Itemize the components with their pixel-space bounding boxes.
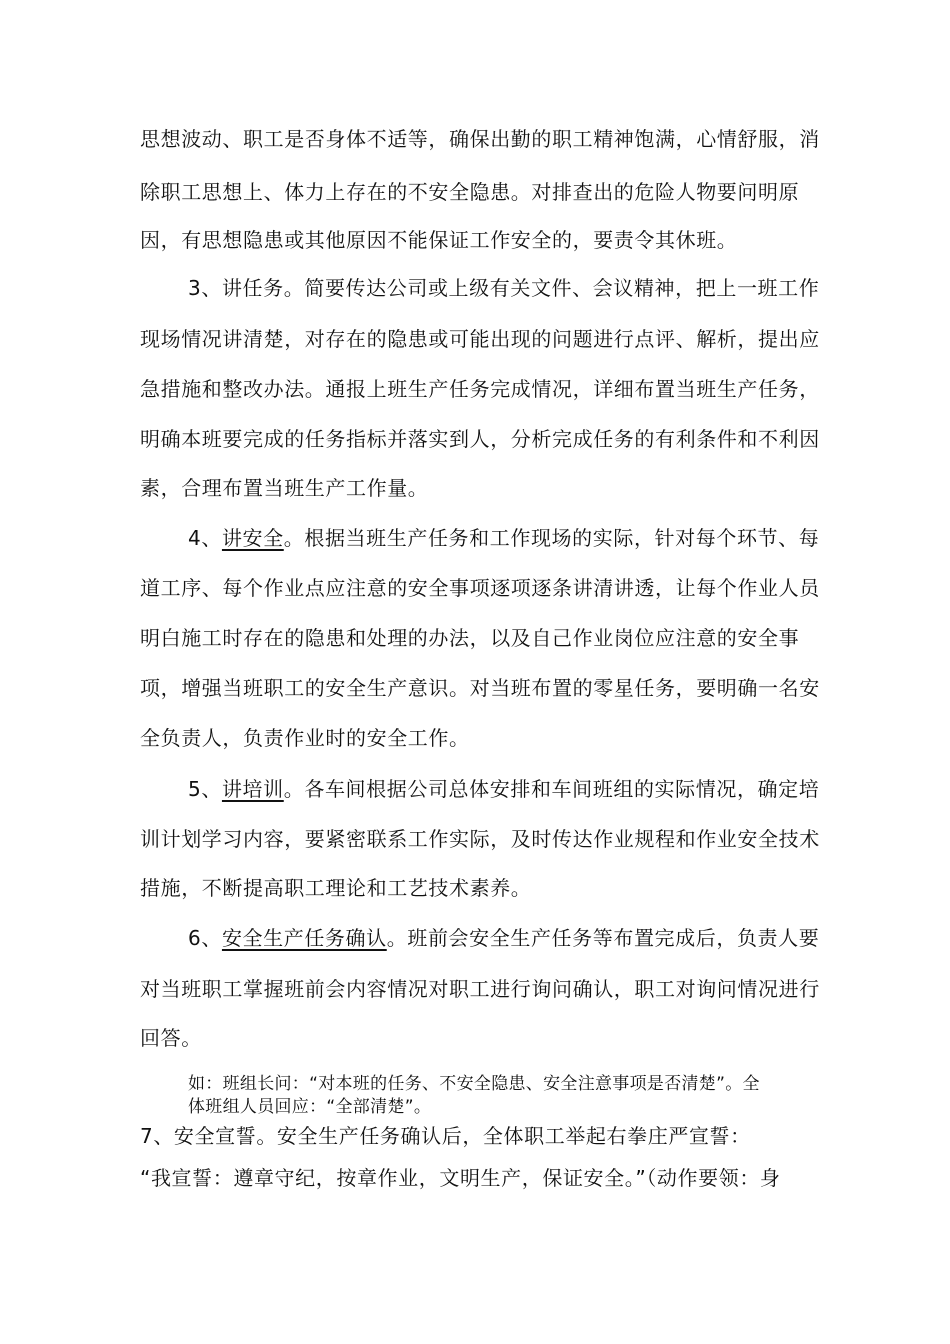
text-line: 明白施工时存在的隐患和处理的办法，以及自己作业岗位应注意的安全事	[140, 626, 800, 650]
item-text: 。根据当班生产任务和工作现场的实际，针对每个环节、每	[283, 526, 820, 550]
text-line: 除职工思想上、体力上存在的不安全隐患。对排查出的危险人物要问明原	[140, 180, 800, 204]
example-line: 体班组人员回应：“全部清楚”。	[188, 1097, 432, 1117]
text-line: 思想波动、职工是否身体不适等，确保出勤的职工精神饱满，心情舒服，消	[140, 127, 820, 151]
text-line: 回答。	[140, 1026, 202, 1050]
text-line: 项，增强当班职工的安全生产意识。对当班布置的零星任务，要明确一名安	[140, 676, 820, 700]
text-line: 急措施和整改办法。通报上班生产任务完成情况，详细布置当班生产任务，	[140, 377, 820, 401]
text-line: 明确本班要完成的任务指标并落实到人，分析完成任务的有利条件和不利因	[140, 427, 820, 451]
item-4-first-line	[188, 526, 819, 550]
item-number: 3、	[188, 276, 222, 300]
item-7-first-line: 7、安全宣誓。安全生产任务确认后，全体职工举起右拳庄严宣誓：	[140, 1124, 751, 1148]
item-heading: 讲安全	[221, 526, 284, 550]
text-line: 道工序、每个作业点应注意的安全事项逐项逐条讲清讲透，让每个作业人员	[140, 576, 820, 600]
example-line: 如：班组长问：“对本班的任务、不安全隐患、安全注意事项是否清楚”。全	[188, 1074, 760, 1094]
item-6-first-line	[188, 926, 819, 950]
item-text: 。简要传达公司或上级有关文件、会议精神，把上一班工作	[283, 276, 820, 300]
item-3-first-line	[188, 276, 819, 300]
item-text: 。班前会安全生产任务等布置完成后，负责人要	[386, 926, 820, 950]
text-line: 措施，不断提高职工理论和工艺技术素养。	[140, 876, 532, 900]
item-heading: 讲任务	[221, 276, 284, 300]
item-5-first-line	[188, 777, 819, 801]
text-line: “我宣誓：遵章守纪，按章作业，文明生产，保证安全。”（动作要领：身	[140, 1166, 781, 1190]
item-heading: 讲培训	[221, 777, 284, 801]
text-line: 素，合理布置当班生产工作量。	[140, 476, 429, 500]
item-text: 。各车间根据公司总体安排和车间班组的实际情况，确定培	[283, 777, 820, 801]
text-line: 训计划学习内容，要紧密联系工作实际，及时传达作业规程和作业安全技术	[140, 827, 820, 851]
text-line: 现场情况讲清楚，对存在的隐患或可能出现的问题进行点评、解析，提出应	[140, 327, 820, 351]
text-line: 对当班职工掌握班前会内容情况对职工进行询问确认，职工对询问情况进行	[140, 977, 820, 1001]
text-line: 全负责人，负责作业时的安全工作。	[140, 726, 470, 750]
item-number: 5、	[188, 777, 222, 801]
text-line: 因，有思想隐患或其他原因不能保证工作安全的，要责令其休班。	[140, 228, 738, 252]
item-heading: 安全生产任务确认	[221, 926, 387, 950]
item-number: 6、	[188, 926, 222, 950]
item-number: 4、	[188, 526, 222, 550]
